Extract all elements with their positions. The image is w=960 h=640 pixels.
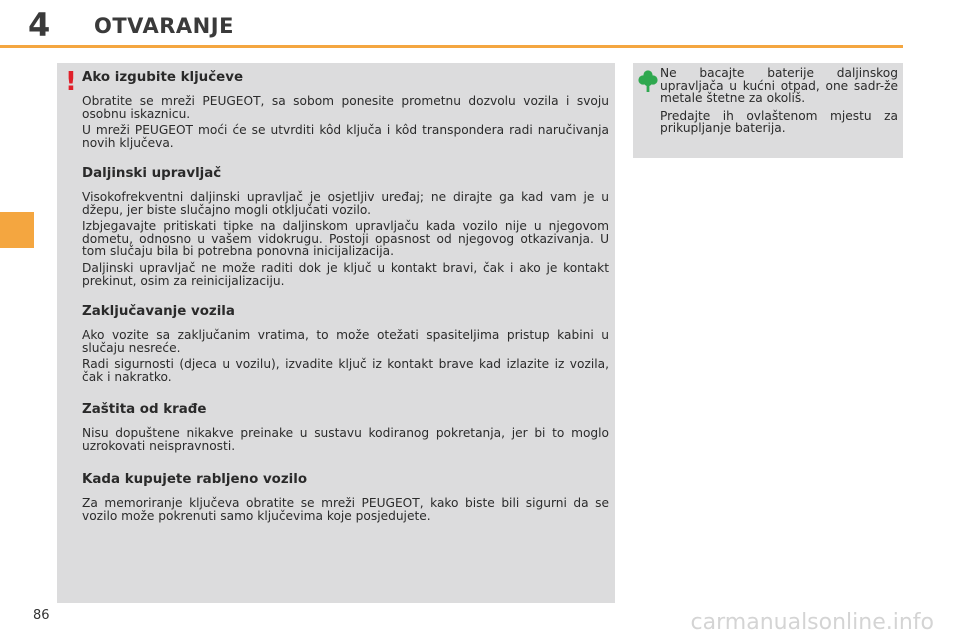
section-paragraph: Nisu dopuštene nikakve preinake u sustavu kodiranog pokretanja, jer bi to moglo uzrokovati neispravnosti.	[82, 426, 609, 453]
section-heading: Ako izgubite ključeve	[82, 70, 244, 85]
environment-note-box	[633, 63, 903, 158]
header-rule	[0, 45, 903, 48]
section-heading: Kada kupujete rabljeno vozilo	[82, 472, 308, 487]
chapter-number: 4	[28, 6, 51, 44]
section-paragraph: Daljinski upravljač ne može raditi dok je ključ u kontakt bravi, čak i ako je kontakt prekinut, osim za reinicijalizaciju.	[82, 260, 609, 288]
main-info-box	[57, 63, 615, 603]
page-number: 86	[33, 608, 50, 623]
warning-icon: !	[65, 67, 77, 97]
section-paragraph: Obratite se mreži PEUGEOT, sa sobom ponesite prometnu dozvolu vozila i svoju osobnu iskaznicu.	[82, 94, 609, 121]
chapter-side-tab	[0, 212, 34, 248]
section-theft-protection	[82, 402, 609, 452]
section-locking-vehicle	[82, 304, 609, 383]
section-heading: Zaključavanje vozila	[82, 304, 235, 319]
section-heading: Zaštita od krađe	[82, 402, 207, 417]
section-paragraph: Ako vozite sa zaključanim vratima, to može otežati spasiteljima pristup kabini u slučaju nesreće.	[82, 328, 609, 355]
note-paragraph: Ne bacajte baterije daljinskog upravljača u kućni otpad, one sadr-že metale štetne za okoliš.	[660, 66, 898, 106]
section-paragraph: Izbjegavajte pritiskati tipke na daljinskom upravljaču kada vozilo nije u njegovom dometu, odnosno u vašem vidokrugu. Postoji opasnost od njegovog otkazivanja. U tom slučaju bila bi potrebna ponovna inicijalizacija.	[82, 219, 609, 259]
section-paragraph: Radi sigurnosti (djeca u vozilu), izvadite ključ iz kontakt brave kad izlazite iz vozila, čak i nakratko.	[82, 357, 609, 384]
watermark: carmanualsonline.info	[690, 610, 934, 635]
chapter-title: OTVARANJE	[94, 14, 234, 38]
section-heading: Daljinski upravljač	[82, 166, 222, 181]
eco-tree-icon	[638, 69, 658, 93]
section-paragraph: Visokofrekventni daljinski upravljač je osjetljiv uređaj; ne dirajte ga kad vam je u džepu, jer biste slučajno mogli otključati vozilo.	[82, 190, 609, 217]
section-remote-control	[82, 166, 609, 287]
environment-note-content	[660, 67, 898, 135]
section-used-vehicle	[82, 472, 609, 522]
note-paragraph: Predajte ih ovlaštenom mjestu za prikupljanje baterija.	[660, 108, 898, 136]
section-paragraph: Za memoriranje ključeva obratite se mreži PEUGEOT, kako biste bili sigurni da se vozilo može pokrenuti samo ključevima koje posjedujete.	[82, 496, 609, 523]
section-paragraph: U mreži PEUGEOT moći će se utvrditi kôd ključa i kôd transpondera radi naručivanja novih ključeva.	[82, 123, 609, 150]
section-lost-keys	[82, 70, 609, 149]
